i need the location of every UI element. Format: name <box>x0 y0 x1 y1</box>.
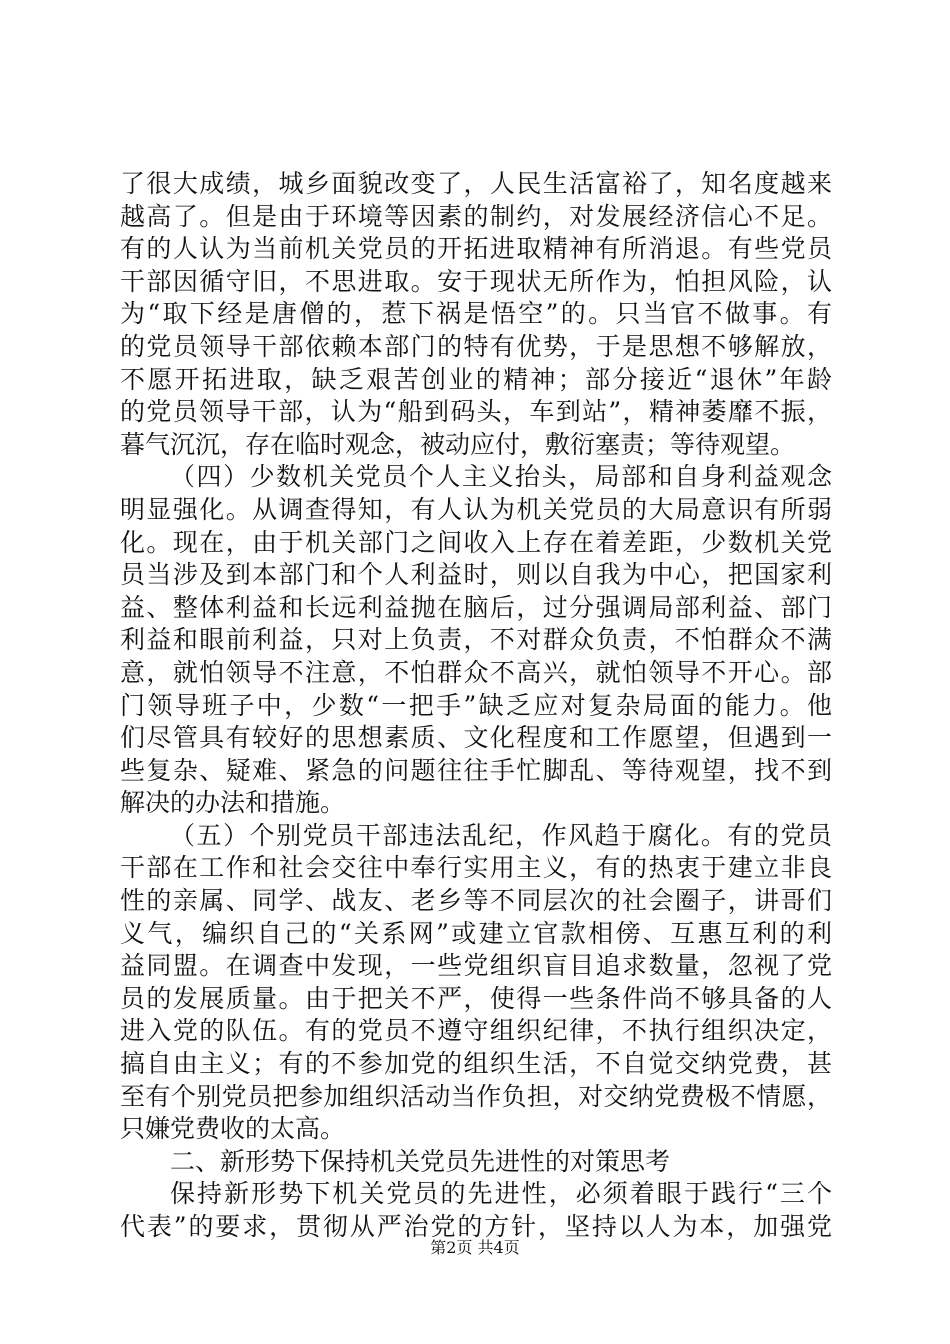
text-line: 有的人认为当前机关党员的开拓进取精神有所消退。有些党员 <box>120 234 832 264</box>
text-line: 为“取下经是唐僧的，惹下祸是悟空”的。只当官不做事。有 <box>120 299 832 329</box>
text-line: 意，就怕领导不注意，不怕群众不高兴，就怕领导不开心。部 <box>120 657 832 687</box>
text-line: 了很大成绩，城乡面貌改变了，人民生活富裕了，知名度越来 <box>120 169 832 198</box>
text-line: 性的亲属、同学、战友、老乡等不同层次的社会圈子，讲哥们 <box>120 886 832 916</box>
text-line: 明显强化。从调查得知，有人认为机关党员的大局意识有所弱 <box>120 494 832 524</box>
text-line: 员的发展质量。由于把关不严，使得一些条件尚不够具备的人 <box>120 983 832 1013</box>
text-line: 不愿开拓进取，缺乏艰苦创业的精神；部分接近“退休”年龄 <box>120 364 832 394</box>
text-line: 益、整体利益和长远利益抛在脑后，过分强调局部利益、部门 <box>120 592 832 622</box>
text-line: 化。现在，由于机关部门之间收入上存在着差距，少数机关党 <box>120 527 832 557</box>
text-line: 暮气沉沉，存在临时观念，被动应付，敷衍塞责；等待观望。 <box>120 429 796 459</box>
text-line: 至有个别党员把参加组织活动当作负担，对交纳党费极不情愿， <box>120 1081 832 1111</box>
text-line: 解决的办法和措施。 <box>120 788 346 818</box>
text-line: 门领导班子中，少数“一把手”缺乏应对复杂局面的能力。他 <box>120 690 832 720</box>
text-line: 利益和眼前利益，只对上负责，不对群众负责，不怕群众不满 <box>120 625 832 655</box>
text-line: 越高了。但是由于环境等因素的制约，对发展经济信心不足。 <box>120 201 832 231</box>
text-line: 些复杂、疑难、紧急的问题往往手忙脚乱、等待观望，找不到 <box>120 755 832 785</box>
text-line: 代表”的要求，贯彻从严治党的方针，坚持以人为本，加强党 <box>120 1212 832 1241</box>
text-line: 的党员领导干部，认为“船到码头，车到站”，精神萎靡不振， <box>120 397 832 427</box>
page-number-label: 第2页 共4页 <box>430 1238 520 1257</box>
text-line: 干部在工作和社会交往中奉行实用主义，有的热衷于建立非良 <box>120 853 832 883</box>
text-line: 益同盟。在调查中发现，一些党组织盲目追求数量，忽视了党 <box>120 951 832 981</box>
text-line: 的党员领导干部依赖本部门的特有优势，于是思想不够解放， <box>120 331 832 361</box>
text-line: 搞自由主义；有的不参加党的组织生活，不自觉交纳党费，甚 <box>120 1049 832 1079</box>
page-footer <box>0 1238 950 1258</box>
section-two-heading: 二、新形势下保持机关党员先进性的对策思考 <box>170 1146 671 1176</box>
text-line: 只嫌党费收的太高。 <box>120 1114 346 1144</box>
document-body <box>120 168 832 1244</box>
section-four-heading-line: （四）少数机关党员个人主义抬头，局部和自身利益观念 <box>170 462 832 492</box>
text-line: 们尽管具有较好的思想素质、文化程度和工作愿望，但遇到一 <box>120 723 832 753</box>
text-line: 保持新形势下机关党员的先进性，必须着眼于践行“三个 <box>170 1179 832 1209</box>
text-line: 干部因循守旧，不思进取。安于现状无所作为，怕担风险，认 <box>120 266 832 296</box>
section-five-heading-line: （五）个别党员干部违法乱纪，作风趋于腐化。有的党员 <box>170 820 832 850</box>
text-line: 义气，编织自己的“关系网”或建立官款相傍、互惠互利的利 <box>120 918 832 948</box>
text-line: 员当涉及到本部门和个人利益时，则以自我为中心，把国家利 <box>120 560 832 590</box>
text-line: 进入党的队伍。有的党员不遵守组织纪律，不执行组织决定， <box>120 1016 832 1046</box>
